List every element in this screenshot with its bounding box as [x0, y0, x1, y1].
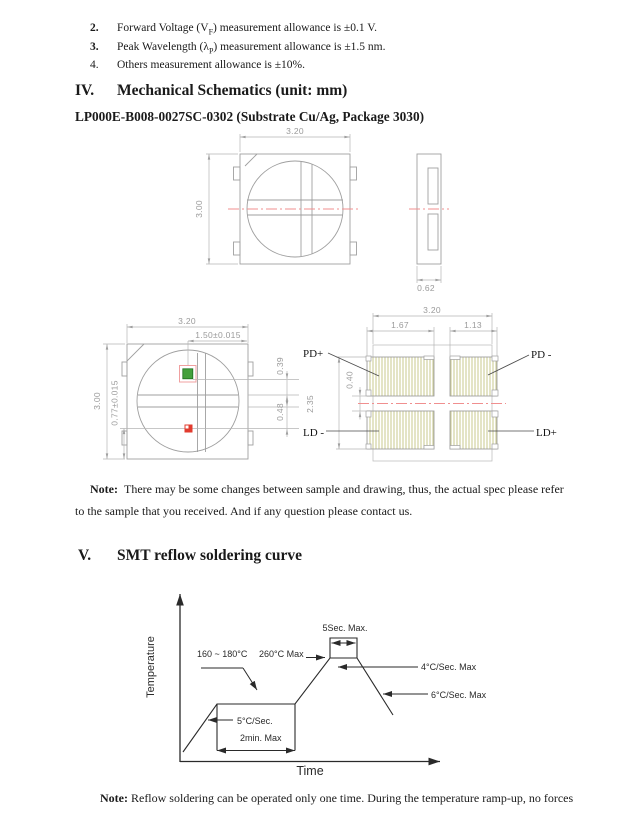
- led-chip-green: [183, 369, 193, 379]
- list-number: 4.: [90, 59, 99, 71]
- label-pd-minus: PD -: [531, 349, 552, 361]
- cool-rate-label: 6°C/Sec. Max: [431, 690, 487, 700]
- y-axis-label: Temperature: [145, 636, 157, 698]
- list-number: 3.: [90, 41, 99, 53]
- pad-ld-plus: [450, 411, 497, 449]
- list-text: Others measurement allowance is ±10%.: [117, 59, 306, 71]
- dim-pad-left: 1.67: [391, 320, 409, 330]
- dim-chip-offset: 1.50±0.015: [195, 330, 241, 340]
- section-title: SMT reflow soldering curve: [117, 547, 302, 564]
- section-number: IV.: [75, 82, 95, 99]
- reflow-note: Note: Reflow soldering can be operated only one time. During the temperature ramp-up, no forces: [100, 791, 574, 805]
- drawing-note-line2: to the sample that you received. And if any question please contact us.: [75, 504, 413, 518]
- dim-039: 0.39: [275, 357, 285, 375]
- pad-pd-plus: [367, 357, 434, 396]
- peak-temp-label: 260°C Max: [259, 649, 304, 659]
- pad-pd-minus: [450, 357, 497, 396]
- peak-time-label: 5Sec. Max.: [322, 623, 368, 633]
- x-axis-label: Time: [296, 764, 324, 778]
- label-ld-minus: LD -: [303, 427, 325, 439]
- dim-pad-width: 3.20: [423, 305, 441, 315]
- note-label: Note:: [100, 791, 128, 805]
- list-number: 2.: [90, 22, 99, 34]
- dim-048: 0.48: [275, 403, 285, 421]
- dim-pad-right: 1.13: [464, 320, 482, 330]
- dim-side-thickness: 0.62: [417, 283, 435, 293]
- dim-top-width: 3.20: [286, 128, 304, 136]
- part-number-heading: LP000E-B008-0027SC-0302 (Substrate Cu/Ag, Package 3030): [75, 109, 425, 124]
- drawing-side-view: [409, 154, 449, 293]
- preheat-rate-label: 5°C/Sec.: [237, 716, 273, 726]
- dim-front-width: 3.20: [178, 316, 196, 326]
- list-text: Peak Wavelength $(\lambda_P)$ measurement allowance is ±1.5 nm.: [117, 41, 386, 56]
- label-ld-plus: LD+: [536, 427, 557, 439]
- drawing-front-view: [92, 316, 299, 459]
- section-title: Mechanical Schematics (unit: mm): [117, 82, 348, 99]
- mechanical-drawings: [0, 128, 640, 480]
- note-label: Note:: [90, 482, 118, 496]
- dim-mark-offset: 0.77±0.015: [109, 380, 120, 426]
- dim-pad-height: 2.35: [305, 395, 315, 413]
- drawing-note-line1: Note: There may be some changes between sample and drawing, thus, the actual spec please refer: [90, 482, 564, 496]
- ramp-up-rate-label: 4°C/Sec. Max: [421, 662, 477, 672]
- dim-front-height: 3.00: [92, 392, 102, 410]
- soak-time-label: 2min. Max: [240, 733, 282, 743]
- soak-temp-leader-arrow: [243, 668, 257, 690]
- drawing-top-view: [194, 128, 360, 264]
- pad-ld-minus: [367, 411, 434, 449]
- pd-chip-notch: [186, 426, 189, 429]
- soak-temp-label: 160 ~ 180°C: [197, 649, 248, 659]
- drawing-pad-view: [303, 305, 557, 461]
- list-text: Forward Voltage $(V_F)$ measurement allowance is ±0.1 V.: [117, 22, 377, 37]
- reflow-curve-chart: [0, 575, 640, 790]
- section-number: V.: [78, 547, 92, 564]
- dim-top-height: 3.00: [194, 200, 204, 218]
- dim-pad-gap: 0.40: [344, 371, 355, 389]
- label-pd-plus: PD+: [303, 348, 324, 360]
